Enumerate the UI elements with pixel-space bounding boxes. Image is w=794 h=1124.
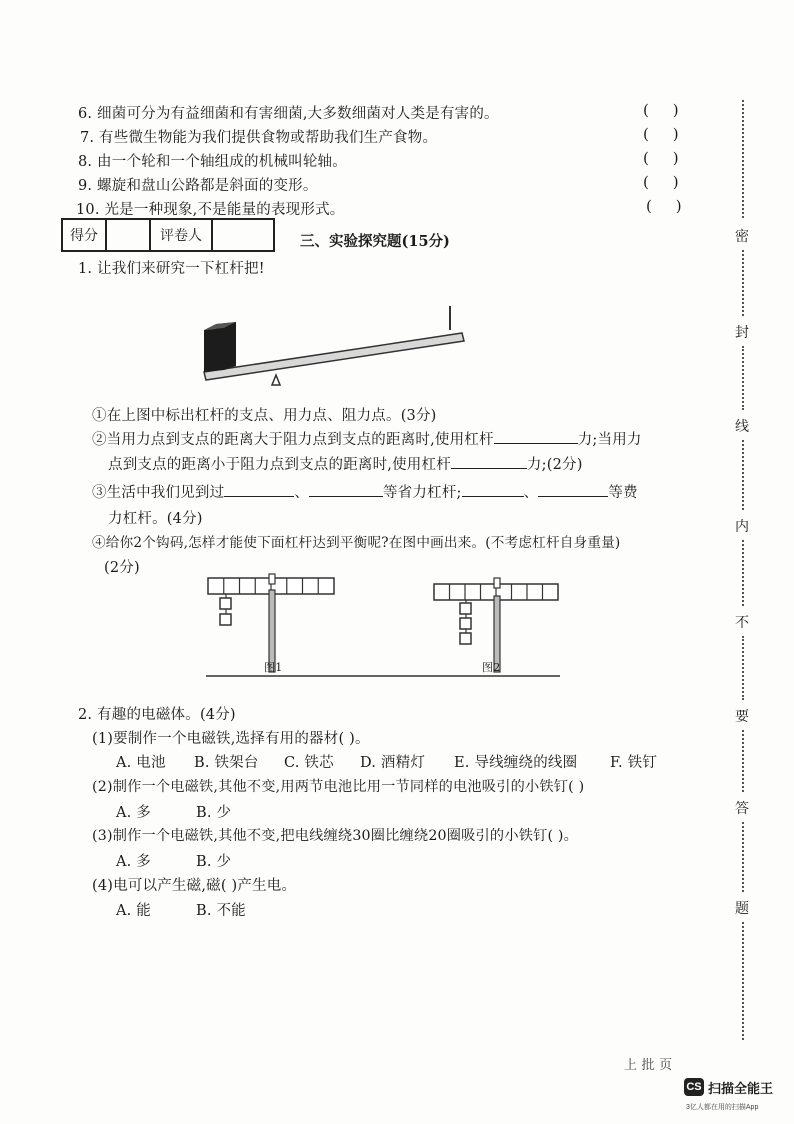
q1-sub3-text-a: ③生活中我们见到过: [92, 485, 225, 501]
answer-paren-7[interactable]: ( ): [643, 125, 679, 143]
q1-sub2-text-d: 力;(2分): [526, 457, 583, 473]
answer-paren-9[interactable]: ( ): [643, 173, 679, 191]
binding-dots: [742, 922, 744, 1040]
judgement-item-7: 7. 有些微生物能为我们提供食物或帮助我们生产食物。: [80, 130, 438, 146]
fig2-weight-3: [460, 633, 471, 644]
bottom-text-fragment: 上 批 页: [624, 1058, 673, 1073]
q2-s4-option-a[interactable]: A. 能: [116, 903, 151, 919]
binding-dots: [742, 822, 744, 892]
q2-s3: (3)制作一个电磁铁,其他不变,把电线缠绕30圈比缠绕20圈吸引的小铁钉( )。: [92, 828, 579, 844]
q1-sub3-text-b: 等省力杠杆;: [383, 485, 462, 501]
q2-s1-option-c[interactable]: C. 铁芯: [284, 755, 334, 771]
q2-s4: (4)电可以产生磁,磁( )产生电。: [92, 878, 297, 894]
fig1-weight-2: [220, 614, 231, 625]
binding-dots: [742, 250, 744, 316]
answer-paren-8[interactable]: ( ): [643, 149, 679, 167]
q1-sub3-text-c: 等费: [608, 485, 638, 501]
binding-dots: [742, 540, 744, 606]
q1-sub2-text-a: ②当用力点到支点的距离大于阻力点到支点的距离时,使用杠杆: [92, 432, 494, 448]
q2-s3-option-b[interactable]: B. 少: [196, 854, 232, 870]
cs-logo-icon: CS: [684, 1078, 704, 1096]
q1-sub3-sep-2: 、: [523, 485, 539, 501]
judgement-item-6: 6. 细菌可分为有益细菌和有害细菌,大多数细菌对人类是有害的。: [78, 106, 499, 122]
q1-sub1: ①在上图中标出杠杆的支点、用力点、阻力点。(3分): [92, 408, 437, 424]
binding-dots: [742, 730, 744, 792]
q2-s4-option-b[interactable]: B. 不能: [196, 903, 246, 919]
score-label: 得分: [63, 220, 107, 250]
q2-s1: (1)要制作一个电磁铁,选择有用的器材( )。: [92, 731, 370, 747]
side-label-4: 内: [735, 519, 749, 535]
side-label-5: 不: [735, 615, 749, 631]
section-title: 三、实验探究题(15分): [300, 233, 450, 250]
side-label-3: 线: [735, 419, 749, 435]
logo-name: 扫描全能王: [708, 1081, 774, 1096]
answer-paren-6[interactable]: ( ): [643, 101, 679, 119]
binding-dots: [742, 636, 744, 700]
logo-tagline: 3亿人都在用的扫描App: [686, 1104, 759, 1111]
q2-s2-option-a[interactable]: A. 多: [116, 805, 151, 821]
fig2-pivot: [494, 578, 500, 588]
judgement-item-9: 9. 螺旋和盘山公路都是斜面的变形。: [78, 178, 318, 194]
binding-dots: [742, 100, 744, 218]
q2-s1-option-f[interactable]: F. 铁钉: [610, 755, 658, 771]
q2-s1-option-d[interactable]: D. 酒精灯: [360, 755, 426, 771]
grader-label: 评卷人: [151, 220, 213, 250]
side-label-2: 封: [735, 325, 749, 341]
fig2-weight-2: [460, 618, 471, 629]
binding-dots: [742, 346, 744, 410]
q2-s3-option-a[interactable]: A. 多: [116, 854, 151, 870]
judgement-item-10: 10. 光是一种现象,不是能量的表现形式。: [76, 202, 345, 218]
side-label-7: 答: [735, 801, 749, 817]
q1-sub4-line1: ④给你2个钩码,怎样才能使下面杠杆达到平衡呢?在图中画出来。(不考虑杠杆自身重量): [92, 535, 621, 551]
q2-s1-option-e[interactable]: E. 导线缠绕的线圈: [454, 755, 578, 771]
binding-dots: [742, 440, 744, 510]
q1-sub2-text-b: 力;当用力: [577, 432, 642, 448]
q1-sub4-line2: (2分): [104, 560, 140, 576]
side-label-8: 题: [735, 901, 749, 917]
answer-paren-10[interactable]: ( ): [646, 197, 682, 215]
q2-s1-option-a[interactable]: A. 电池: [116, 755, 166, 771]
q1-sub2-text-c: 点到支点的距离小于阻力点到支点的距离时,使用杠杆: [108, 457, 451, 473]
side-label-6: 要: [735, 709, 749, 725]
q2-title: 2. 有趣的电磁体。(4分): [78, 707, 236, 723]
q2-s2: (2)制作一个电磁铁,其他不变,用两节电池比用一节同样的电池吸引的小铁钉( ): [92, 779, 585, 795]
judgement-item-8: 8. 由一个轮和一个轴组成的机械叫轮轴。: [78, 154, 347, 170]
q1-title: 1. 让我们来研究一下杠杆把!: [78, 261, 265, 277]
q1-sub3-line2: 力杠杆。(4分): [108, 511, 203, 527]
fig1-label: 图1: [264, 661, 283, 674]
fig2-weight-1: [460, 603, 471, 614]
q2-s2-option-b[interactable]: B. 少: [196, 805, 232, 821]
q1-sub3-sep-1: 、: [294, 485, 310, 501]
q2-s1-option-b[interactable]: B. 铁架台: [194, 755, 259, 771]
fig1-weight-1: [220, 598, 231, 609]
fig1-pivot: [269, 574, 275, 584]
fig2-label: 图2: [482, 661, 501, 674]
side-label-1: 密: [735, 229, 749, 245]
